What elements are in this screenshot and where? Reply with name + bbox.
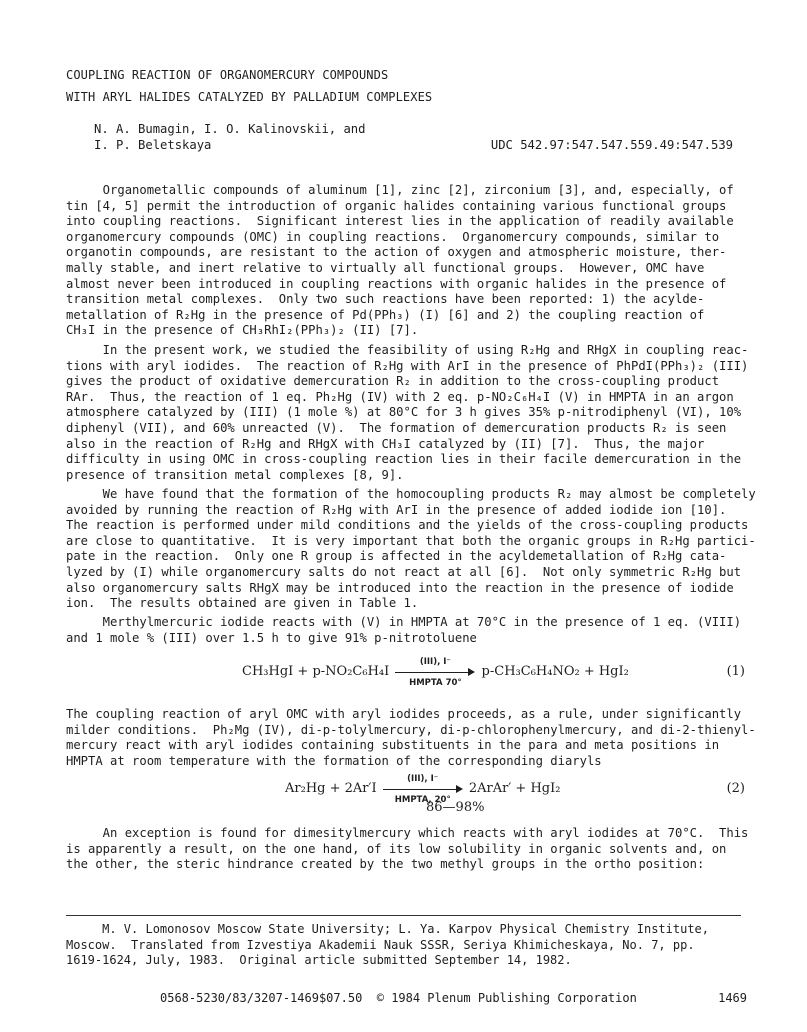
authors-line-1: N. A. Bumagin, I. O. Kalinovskii, and [94, 122, 366, 136]
footnote: M. V. Lomonosov Moscow State University; L. Ya. Karpov Physical Chemistry Institute, Moscow. Translated from Izvestiya Akademii Nauk SSSR, Seriya Khimicheskaya, No. 7, pp. 1619-1624, July, 1983. Original article submitted September 14, 1982. [66, 922, 709, 968]
equation-1-conditions-over: (III), I⁻ [419, 656, 451, 667]
copyright-line: 0568-5230/83/3207-1469$07.50 © 1984 Plenum Publishing Corporation [160, 991, 637, 1005]
equation-1-right: p-CH₃C₆H₄NO₂ + HgI₂ [481, 664, 629, 679]
udc-code: UDC 542.97:547.547.559.49:547.539 [490, 138, 733, 152]
paragraph-2: In the present work, we studied the feasibility of using R₂Hg and RHgX in coupling reac- tions with aryl iodides. The reaction of R₂Hg with ArI in the presence of PhPdI(PPh₃)₂ (III) gives the product of oxidative demercuration R₂ in addition to the cross-coupling product RAr. Thus, the reaction of 1 eq. Ph₂Hg (IV) with 2 eq. p-NO₂C₆H₄I (V) in HMPTA in an argon atmosphere catalyzed by (III) (1 mole %) at 80°C for 3 h gives 35% p-nitrodiphenyl (VI), 10% diphenyl (VII), and 60% unreacted (V). The formation of demercuration products R₂ is seen also in the reaction of R₂Hg and RHgX with CH₃I catalyzed by (II) [7]. Thus, the major difficulty in using OMC in cross-coupling reaction lies in their facile demercuration in the presence of transition metal complexes [8, 9]. [66, 343, 749, 482]
footnote-divider [66, 915, 741, 916]
paper-title-line-1: COUPLING REACTION OF ORGANOMERCURY COMPOUNDS [66, 68, 389, 82]
paragraph-6: An exception is found for dimesitylmercury which reacts with aryl iodides at 70°C. This is apparently a result, on the one hand, of its low solubility in organic solvents and, on the other, the steric hindrance created by the two methyl groups in the ortho position: [66, 826, 749, 872]
equation-1-left: CH₃HgI + p-NO₂C₆H₄I [242, 664, 390, 679]
equation-2 [285, 773, 561, 805]
equation-2-conditions-under: HMPTA, 20° [394, 794, 451, 805]
equation-2-right: 2ArAr′ + HgI₂ [468, 781, 561, 796]
paragraph-1: Organometallic compounds of aluminum [1], zinc [2], zirconium [3], and, especially, of tin [4, 5] permit the introduction of organic halides containing various functional groups into coupling reactions. Significant interest lies in the application of readily available organomercury compounds (OMC) in coupling reactions. Organomercury compounds, similar to organotin compounds, are resistant to the action of oxygen and atmospheric moisture, ther- mally stable, and inert relative to virtually all functional groups. However, OMC have almost never been introduced in coupling reactions with organic halides in the presence of transition metal complexes. Only two such reactions have been reported: 1) the acylde- metallation of R₂Hg in the presence of Pd(PPh₃) (I) [6] and 2) the coupling reaction of CH₃I in the presence of CH₃RhI₂(PPh₃)₂ (II) [7]. [66, 183, 734, 338]
paragraph-4: Merthylmercuric iodide reacts with (V) in HMPTA at 70°C in the presence of 1 eq. (VIII) and 1 mole % (III) over 1.5 h to give 91% p-nitrotoluene [66, 615, 742, 645]
paragraph-5: The coupling reaction of aryl OMC with aryl iodides proceeds, as a rule, under significantly milder conditions. Ph₂Mg (IV), di-p-tolylmercury, di-p-chlorophenylmercury, and di-2-thienyl- mercury react with aryl iodides containing substituents in the para and meta positions in HMPTA at room temperature with the formation of the corresponding diaryls [66, 707, 756, 768]
paragraph-3: We have found that the formation of the homocoupling products R₂ may almost be completely avoided by running the reaction of R₂Hg with ArI in the presence of added iodide ion [10]. The reaction is performed under mild conditions and the yields of the cross-coupling products are close to quantitative. It is very important that both the organic groups in R₂Hg partici- pate in the reaction. Only one R group is affected in the acyldemetallation of R₂Hg cata- lyzed by (I) while organomercury salts do not react at all [6]. Not only symmetric R₂Hg but also organomercury salts RHgX may be introduced into the reaction in the presence of iodide ion. The results obtained are given in Table 1. [66, 487, 756, 611]
reaction-arrow-icon [383, 773, 463, 805]
equation-1 [242, 656, 629, 688]
authors-line-2: I. P. Beletskaya [94, 138, 212, 152]
equation-2-conditions-over: (III), I⁻ [407, 773, 439, 784]
equation-2-yield: 86—98% [426, 800, 485, 815]
equation-1-conditions-under: HMPTA 70° [409, 677, 462, 688]
equation-1-number: (1) [726, 664, 745, 679]
page-number: 1469 [718, 991, 747, 1005]
equation-2-left: Ar₂Hg + 2Ar′I [285, 781, 377, 796]
equation-2-number: (2) [726, 781, 745, 796]
reaction-arrow-icon [395, 656, 475, 688]
paper-title-line-2: WITH ARYL HALIDES CATALYZED BY PALLADIUM COMPLEXES [66, 90, 433, 104]
